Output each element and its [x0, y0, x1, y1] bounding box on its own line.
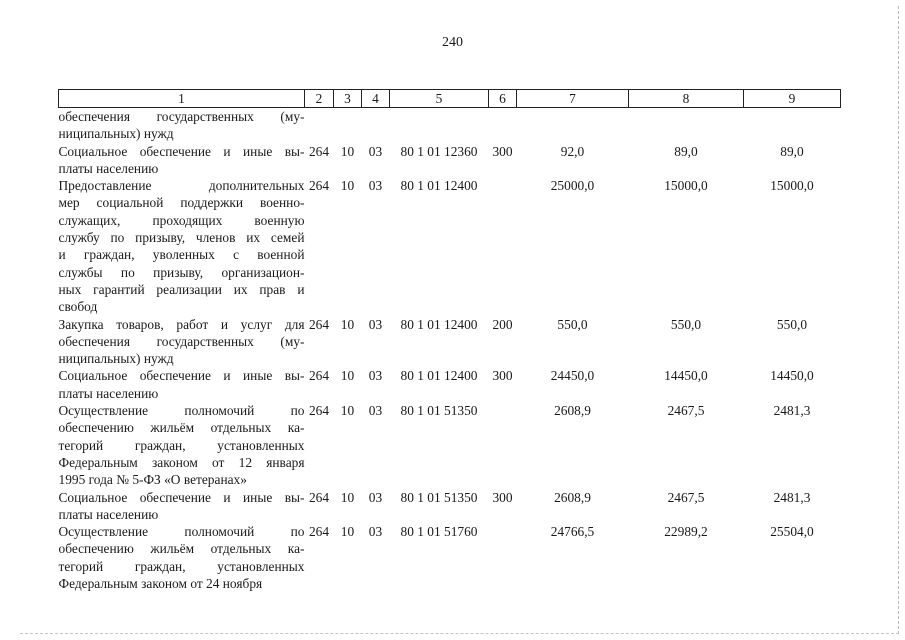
admin-code-cell: 264	[308, 143, 330, 159]
row-name-cell: Социальное обеспечение и иные вы- платы населению	[58, 143, 305, 176]
amount-cell	[517, 108, 629, 143]
amount-cell: 25504,0	[770, 524, 814, 540]
row-name-cell: обеспечения государственных (му- ниципальных) нужд	[58, 109, 305, 142]
admin-code-cell: 264	[308, 178, 330, 194]
section-code-cell: 10	[340, 368, 355, 384]
table-row	[59, 316, 841, 368]
admin-code-cell: 264	[308, 403, 330, 419]
table-row	[59, 143, 841, 178]
table-row	[59, 523, 841, 592]
amount-cell	[629, 108, 744, 143]
section-code-cell	[334, 108, 362, 143]
section-code-cell: 10	[340, 143, 355, 159]
column-header: 6	[489, 90, 517, 108]
amount-cell: 89,0	[674, 143, 698, 159]
expense-type-cell: 300	[492, 368, 513, 384]
amount-cell: 2608,9	[554, 489, 591, 505]
amount-cell: 15000,0	[664, 178, 708, 194]
target-article-cell	[390, 108, 489, 143]
amount-cell: 2481,3	[773, 489, 811, 505]
expense-type-cell: 300	[492, 489, 513, 505]
scan-edge-bottom	[20, 633, 899, 634]
expense-type-cell	[489, 402, 517, 488]
section-code-cell: 10	[340, 489, 355, 505]
table-row	[59, 489, 841, 524]
target-article-cell: 80 1 01 51760	[400, 524, 478, 540]
subsection-code-cell: 03	[368, 178, 383, 194]
expense-type-cell	[489, 108, 517, 143]
target-article-cell: 80 1 01 51350	[400, 489, 478, 505]
amount-cell: 24450,0	[550, 368, 595, 384]
page-number: 240	[442, 35, 463, 50]
subsection-code-cell: 03	[368, 524, 383, 540]
amount-cell: 2467,5	[667, 489, 705, 505]
expense-type-cell: 300	[492, 143, 513, 159]
target-article-cell: 80 1 01 12360	[400, 143, 478, 159]
target-article-cell: 80 1 01 12400	[400, 316, 478, 332]
column-header: 5	[390, 90, 489, 108]
section-code-cell: 10	[340, 403, 355, 419]
scan-edge-right	[898, 6, 899, 634]
admin-code-cell: 264	[308, 524, 330, 540]
table-body	[59, 108, 841, 593]
row-name-cell: Предоставление дополнительных мер социальной поддержки военно- служащих, проходящих военную службу по призыву, членов их семей и граждан, уволенных с военной службы по призыву, организацион- ных гарантий реализации их прав и свобод	[58, 178, 305, 315]
section-code-cell: 10	[340, 524, 355, 540]
expense-type-cell	[489, 523, 517, 592]
row-name-cell: Социальное обеспечение и иные вы- платы населению	[58, 368, 305, 401]
column-header: 3	[334, 90, 362, 108]
table-header-row	[59, 90, 841, 108]
column-header: 4	[362, 90, 390, 108]
subsection-code-cell: 03	[368, 316, 383, 332]
amount-cell	[744, 108, 841, 143]
subsection-code-cell: 03	[368, 403, 383, 419]
amount-cell: 14450,0	[664, 368, 708, 384]
amount-cell: 89,0	[780, 143, 804, 159]
admin-code-cell: 264	[308, 316, 330, 332]
admin-code-cell: 264	[308, 489, 330, 505]
amount-cell: 550,0	[776, 316, 808, 332]
admin-code-cell	[305, 108, 334, 143]
subsection-code-cell	[362, 108, 390, 143]
amount-cell: 2481,3	[773, 403, 811, 419]
subsection-code-cell: 03	[368, 489, 383, 505]
amount-cell: 2467,5	[667, 403, 705, 419]
table-row	[59, 402, 841, 488]
amount-cell: 15000,0	[770, 178, 814, 194]
row-name-cell: Осуществление полномочий по обеспечению жильём отдельных ка- тегорий граждан, установленных Федеральным законом от 24 ноября	[58, 524, 305, 592]
amount-cell: 25000,0	[550, 178, 595, 194]
amount-cell: 22989,2	[664, 524, 708, 540]
table-row	[59, 177, 841, 315]
expense-type-cell: 200	[492, 316, 513, 332]
amount-cell: 14450,0	[770, 368, 814, 384]
target-article-cell: 80 1 01 51350	[400, 403, 478, 419]
column-header: 1	[59, 90, 305, 108]
amount-cell: 24766,5	[550, 524, 595, 540]
table-row	[59, 108, 841, 143]
row-name-cell: Осуществление полномочий по обеспечению жильём отдельных ка- тегорий граждан, установленных Федеральным законом от 12 января 1995 года № 5-ФЗ «О ветеранах»	[58, 403, 305, 488]
amount-cell: 92,0	[560, 143, 585, 159]
column-header: 2	[305, 90, 334, 108]
table-row	[59, 367, 841, 402]
target-article-cell: 80 1 01 12400	[400, 178, 478, 194]
expense-type-cell	[489, 177, 517, 315]
subsection-code-cell: 03	[368, 368, 383, 384]
row-name-cell: Социальное обеспечение и иные вы- платы населению	[58, 489, 305, 522]
column-header: 7	[517, 90, 629, 108]
amount-cell: 550,0	[557, 316, 588, 332]
amount-cell: 550,0	[670, 316, 702, 332]
target-article-cell: 80 1 01 12400	[400, 368, 478, 384]
row-name-cell: Закупка товаров, работ и услуг для обеспечения государственных (му- ниципальных) нужд	[58, 316, 305, 367]
subsection-code-cell: 03	[368, 143, 383, 159]
budget-table	[58, 89, 841, 592]
column-header: 9	[744, 90, 841, 108]
section-code-cell: 10	[340, 178, 355, 194]
column-header: 8	[629, 90, 744, 108]
amount-cell: 2608,9	[554, 403, 591, 419]
admin-code-cell: 264	[308, 368, 330, 384]
section-code-cell: 10	[340, 316, 355, 332]
